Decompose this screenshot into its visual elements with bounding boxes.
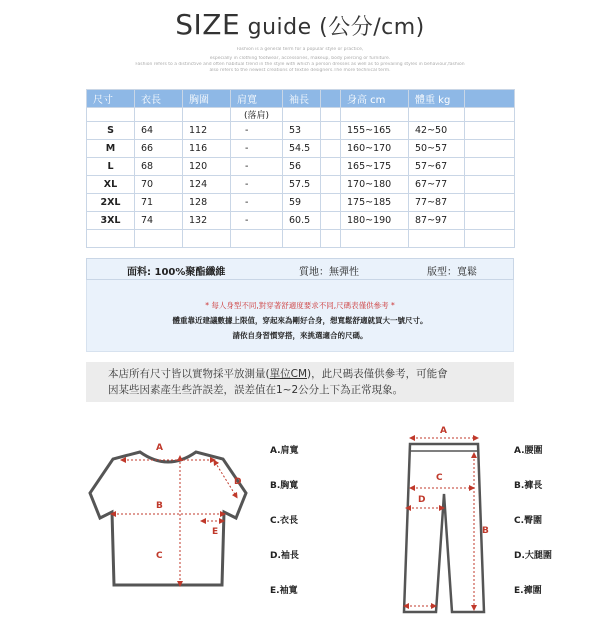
value-cell: 54.5 <box>283 140 321 158</box>
value-cell: 64 <box>135 122 183 140</box>
pants-label-d: D.大腿圍 <box>514 551 552 561</box>
value-cell: - <box>231 122 283 140</box>
note-line-1: * 每人身型不同,對穿著舒適度要求不同,尺碼表僅供參考 * <box>205 301 395 310</box>
pants-letter-d: D <box>418 495 426 505</box>
value-cell: 116 <box>183 140 231 158</box>
value-cell: - <box>231 176 283 194</box>
material-text: 面料: 100%聚酯纖維 <box>127 267 226 278</box>
disclaimer-part: 本店所有尺寸皆以實物採平放測量( <box>108 368 270 380</box>
value-cell: 77~87 <box>409 194 465 212</box>
pants-label-b: B.褲長 <box>514 481 543 491</box>
pants-label-a: A.腰圍 <box>514 446 543 456</box>
letter-c: C <box>156 551 163 561</box>
value-cell: 53 <box>283 122 321 140</box>
size-cell: L <box>87 158 135 176</box>
value-cell: 56 <box>283 158 321 176</box>
sub-line: also refers to the newest creations of textile designers.The more technical term. <box>209 68 391 73</box>
col-header: 袖長 <box>283 90 321 108</box>
value-cell: 71 <box>135 194 183 212</box>
size-cell: XL <box>87 176 135 194</box>
size-cell: 3XL <box>87 212 135 230</box>
sub-line: Fashion is a general term for a popular style or practice, <box>236 47 364 52</box>
value-cell: 124 <box>183 176 231 194</box>
value-cell: 59 <box>283 194 321 212</box>
col-header: 體重 kg <box>409 90 465 108</box>
value-cell: 112 <box>183 122 231 140</box>
note-line-3: 請依自身習慣穿搭，來挑選適合的尺碼。 <box>232 331 368 340</box>
pants-label-e: E.褲圍 <box>514 586 542 596</box>
letter-b: B <box>156 501 163 511</box>
value-cell: 74 <box>135 212 183 230</box>
value-cell: 66 <box>135 140 183 158</box>
col-header: 衣長 <box>135 90 183 108</box>
shirt-label-d: D.袖長 <box>270 551 299 561</box>
sub-line: especially in clothing footwear, accessories, makeup, body piercing or furniture. <box>209 56 391 61</box>
pants-diagram <box>404 426 489 612</box>
value-cell: 132 <box>183 212 231 230</box>
shoulder-note: (落肩) <box>231 108 283 122</box>
shirt-label-a: A.肩寬 <box>270 446 299 456</box>
value-cell: 155~165 <box>341 122 409 140</box>
pants-outline <box>404 444 484 612</box>
value-cell: 128 <box>183 194 231 212</box>
pants-letter-a: A <box>440 426 447 436</box>
value-cell: - <box>231 212 283 230</box>
tshirt-diagram <box>90 443 246 585</box>
value-cell: 68 <box>135 158 183 176</box>
value-cell: 160~170 <box>341 140 409 158</box>
value-cell: 120 <box>183 158 231 176</box>
value-cell: 67~77 <box>409 176 465 194</box>
value-cell: - <box>231 158 283 176</box>
size-cell: S <box>87 122 135 140</box>
value-cell: 170~180 <box>341 176 409 194</box>
col-header: 身高 cm <box>341 90 409 108</box>
letter-d: D <box>234 477 242 487</box>
shirt-label-c: C.衣長 <box>270 516 299 526</box>
value-cell: 165~175 <box>341 158 409 176</box>
letter-a: A <box>156 443 163 453</box>
size-cell: M <box>87 140 135 158</box>
sub-line: Fashion refers to a distinctive and often habitual trend in the style with which a person dresses as well as to prevailing styles in behaviour,fashion <box>135 62 465 67</box>
value-cell: 50~57 <box>409 140 465 158</box>
col-header: 肩寬 <box>231 90 283 108</box>
fit-text: 版型：寬鬆 <box>427 267 477 278</box>
value-cell: 175~185 <box>341 194 409 212</box>
pants-letter-c: C <box>436 473 443 483</box>
pants-label-c: C.臀圍 <box>514 516 543 526</box>
value-cell: - <box>231 194 283 212</box>
value-cell: 60.5 <box>283 212 321 230</box>
shirt-label-b: B.胸寬 <box>270 481 299 491</box>
title-big: SIZE <box>175 8 241 41</box>
size-cell: 2XL <box>87 194 135 212</box>
disclaimer-unit: 單位CM <box>269 368 308 380</box>
col-header: 尺寸 <box>87 90 135 108</box>
pants-letter-b: B <box>482 526 489 536</box>
col-header: 胸圍 <box>183 90 231 108</box>
texture-text: 質地：無彈性 <box>299 267 359 278</box>
value-cell: 42~50 <box>409 122 465 140</box>
value-cell: - <box>231 140 283 158</box>
tshirt-outline <box>90 452 246 585</box>
value-cell: 70 <box>135 176 183 194</box>
value-cell: 57~67 <box>409 158 465 176</box>
value-cell: 87~97 <box>409 212 465 230</box>
title-small: guide (公分/cm) <box>240 15 425 40</box>
note-line-2: 體重靠近建議數據上限值，穿起來為剛好合身，想寬鬆舒適就買大一號尺寸。 <box>172 316 428 325</box>
disclaimer-part: )，此尺碼表僅供參考，可能會 <box>307 368 448 380</box>
letter-e: E <box>212 527 219 537</box>
shirt-label-e: E.袖寬 <box>270 586 298 596</box>
disclaimer-line-2: 因某些因素產生些許誤差，誤差值在1~2公分上下為正常現象。 <box>108 384 404 396</box>
value-cell: 57.5 <box>283 176 321 194</box>
value-cell: 180~190 <box>341 212 409 230</box>
